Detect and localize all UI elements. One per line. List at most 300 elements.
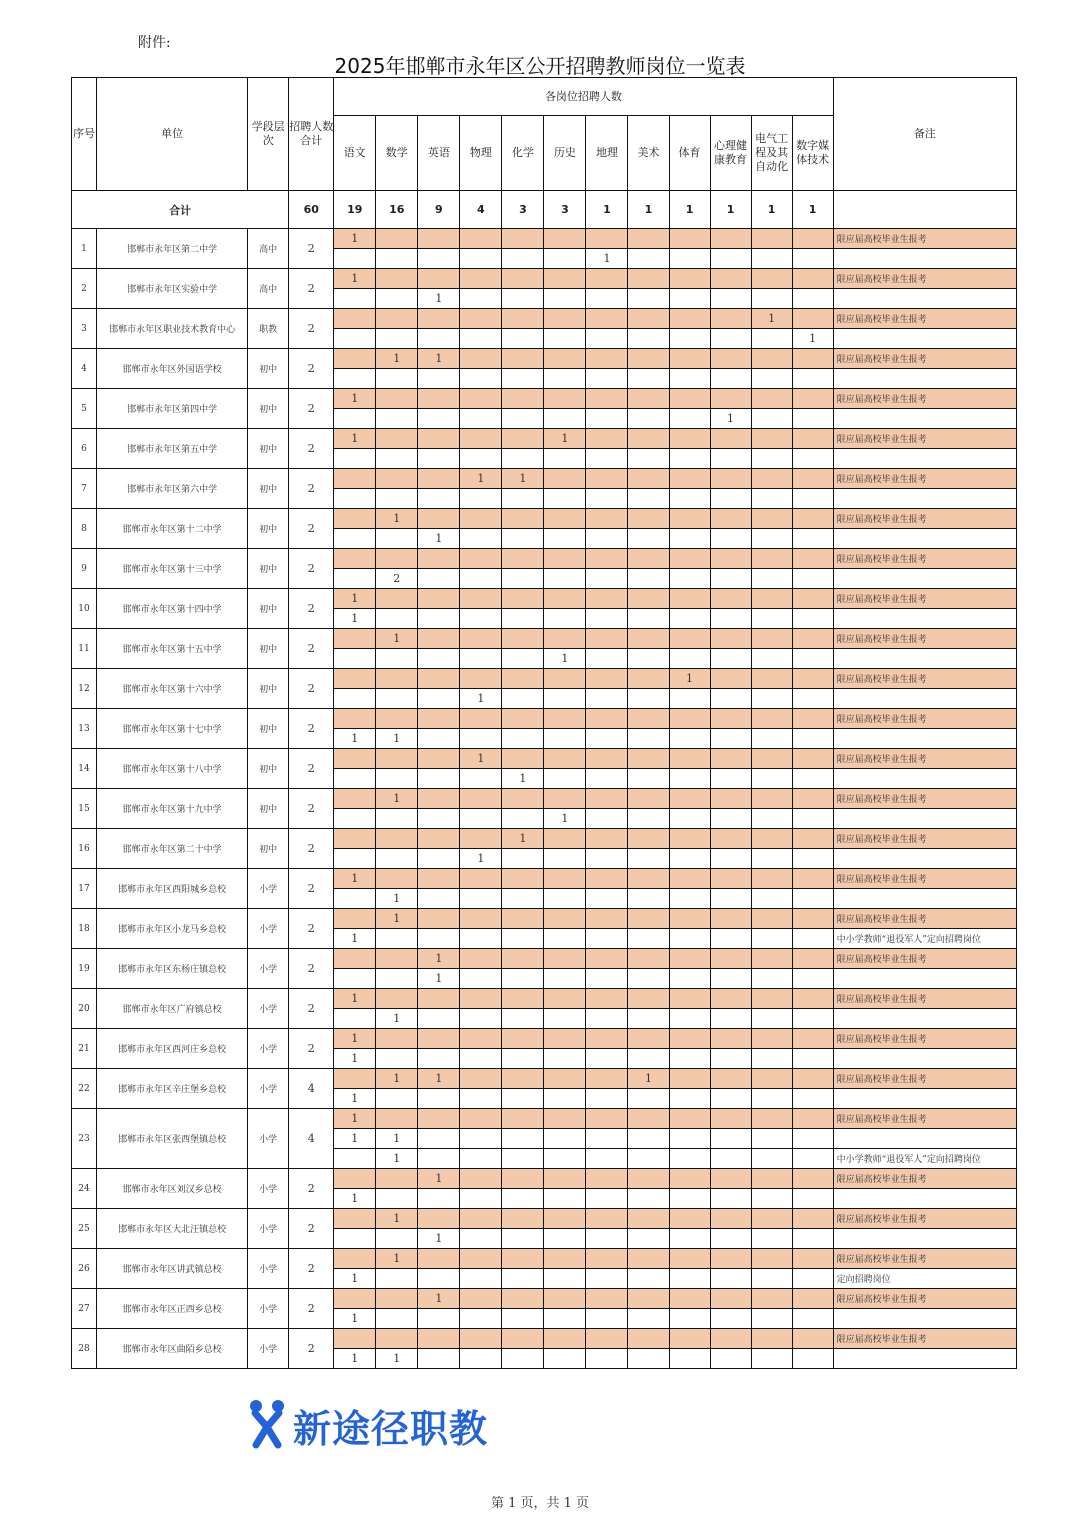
subject-count-cell <box>586 229 628 249</box>
subject-count-cell <box>586 829 628 849</box>
subject-count-cell <box>628 1209 669 1229</box>
subject-count-cell <box>710 1109 751 1129</box>
subject-count-cell <box>334 969 376 989</box>
subject-count-cell <box>586 609 628 629</box>
subject-count-cell <box>586 1289 628 1309</box>
row-level: 高中 <box>248 229 289 269</box>
subject-count-cell <box>586 1189 628 1209</box>
subject-count-cell <box>460 1349 502 1369</box>
subject-count-cell <box>418 249 460 269</box>
subject-count-cell <box>418 869 460 889</box>
subject-count-cell: 1 <box>334 389 376 409</box>
subject-count-cell <box>792 629 833 649</box>
subject-count-cell <box>669 869 710 889</box>
subject-count-cell <box>792 989 833 1009</box>
subject-count-cell <box>751 689 792 709</box>
subject-count-cell <box>586 389 628 409</box>
subject-count-cell <box>751 989 792 1009</box>
subject-count-cell <box>751 529 792 549</box>
subject-count-cell <box>669 389 710 409</box>
subject-count-cell <box>334 1209 376 1229</box>
subject-count-cell <box>460 489 502 509</box>
header-subject: 数学 <box>376 116 418 191</box>
row-level: 小学 <box>248 1249 289 1289</box>
subject-count-cell <box>751 329 792 349</box>
subject-count-cell <box>460 729 502 749</box>
subject-count-cell <box>751 1289 792 1309</box>
row-unit: 邯郸市永年区第十四中学 <box>97 589 248 629</box>
subject-count-cell <box>669 749 710 769</box>
subject-count-cell <box>586 989 628 1009</box>
subject-count-cell <box>586 1349 628 1369</box>
subject-count-cell <box>544 869 586 889</box>
subject-count-cell <box>544 409 586 429</box>
subject-count-cell <box>460 809 502 829</box>
subject-count-cell <box>376 249 418 269</box>
subject-count-cell <box>669 1189 710 1209</box>
row-remark <box>833 1049 1016 1069</box>
subject-count-cell <box>460 889 502 909</box>
subject-count-cell: 1 <box>460 689 502 709</box>
subject-count-cell: 1 <box>334 429 376 449</box>
subject-count-cell <box>792 1009 833 1029</box>
subject-count-cell <box>628 1049 669 1069</box>
subject-count-cell <box>502 1049 544 1069</box>
subject-count-cell <box>669 969 710 989</box>
table-row <box>72 909 1017 929</box>
subject-count-cell <box>792 229 833 249</box>
row-level: 初中 <box>248 589 289 629</box>
subject-count-cell <box>544 349 586 369</box>
subject-count-cell <box>418 1009 460 1029</box>
subject-count-cell <box>628 389 669 409</box>
subject-count-cell <box>628 669 669 689</box>
table-row <box>72 1329 1017 1349</box>
subject-count-cell: 1 <box>418 969 460 989</box>
subject-count-cell <box>751 1129 792 1149</box>
subject-count-cell: 1 <box>376 1129 418 1149</box>
subject-count-cell <box>544 789 586 809</box>
header-remark: 备注 <box>833 78 1016 191</box>
subject-count-cell <box>334 1169 376 1189</box>
subject-count-cell <box>544 969 586 989</box>
row-level: 小学 <box>248 989 289 1029</box>
subject-count-cell: 1 <box>334 1309 376 1329</box>
subject-count-cell <box>792 1309 833 1329</box>
subject-count-cell <box>544 849 586 869</box>
subject-count-cell <box>460 1229 502 1249</box>
attachment-label: 附件: <box>138 35 171 51</box>
subject-count-cell <box>669 369 710 389</box>
subject-count-cell <box>792 1169 833 1189</box>
subject-count-cell <box>669 289 710 309</box>
subject-count-cell <box>710 1169 751 1189</box>
subject-count-cell <box>502 1309 544 1329</box>
subject-count-cell <box>628 809 669 829</box>
subject-count-cell <box>792 1189 833 1209</box>
row-level: 初中 <box>248 709 289 749</box>
subject-count-cell <box>334 549 376 569</box>
subject-count-cell <box>334 909 376 929</box>
subject-count-cell <box>460 329 502 349</box>
row-total: 2 <box>289 1169 334 1209</box>
row-remark <box>833 1089 1016 1109</box>
subject-count-cell <box>460 989 502 1009</box>
subject-count-cell <box>628 329 669 349</box>
row-unit: 邯郸市永年区职业技术教育中心 <box>97 309 248 349</box>
subject-count-cell <box>628 249 669 269</box>
subject-count-cell <box>669 809 710 829</box>
row-remark: 限应届高校毕业生报考 <box>833 1069 1016 1089</box>
subject-count-cell: 1 <box>334 1269 376 1289</box>
subject-count-cell <box>502 1289 544 1309</box>
subject-count-cell <box>669 829 710 849</box>
row-remark: 限应届高校毕业生报考 <box>833 789 1016 809</box>
subject-count-cell <box>751 949 792 969</box>
subject-count-cell: 1 <box>376 1009 418 1029</box>
subject-count-cell <box>334 409 376 429</box>
subject-count-cell <box>418 909 460 929</box>
subject-count-cell <box>334 1069 376 1089</box>
subject-count-cell <box>334 1289 376 1309</box>
subject-count-cell <box>751 1249 792 1269</box>
subject-count-cell <box>502 249 544 269</box>
subject-count-cell <box>502 549 544 569</box>
subject-count-cell <box>376 969 418 989</box>
subject-count-cell <box>710 649 751 669</box>
subject-count-cell <box>418 929 460 949</box>
subject-count-cell <box>502 429 544 449</box>
subject-count-cell <box>376 869 418 889</box>
row-no: 12 <box>72 669 97 709</box>
row-remark: 限应届高校毕业生报考 <box>833 749 1016 769</box>
row-unit: 邯郸市永年区张西堡镇总校 <box>97 1109 248 1169</box>
subject-count-cell <box>751 1109 792 1129</box>
subject-count-cell <box>669 1289 710 1309</box>
table-row <box>72 429 1017 449</box>
subject-count-cell <box>460 1189 502 1209</box>
subject-count-cell <box>669 649 710 669</box>
subject-count-cell: 1 <box>586 249 628 269</box>
subject-count-cell <box>460 309 502 329</box>
subject-count-cell <box>628 789 669 809</box>
subject-count-cell <box>544 529 586 549</box>
row-remark <box>833 729 1016 749</box>
subject-count-cell <box>586 1089 628 1109</box>
subject-count-cell <box>586 349 628 369</box>
row-remark <box>833 1229 1016 1249</box>
row-level: 初中 <box>248 509 289 549</box>
subject-count-cell <box>502 1349 544 1369</box>
subject-count-cell <box>376 449 418 469</box>
row-total: 2 <box>289 749 334 789</box>
row-level: 职教 <box>248 309 289 349</box>
subject-count-cell <box>460 1129 502 1149</box>
subject-count-cell <box>502 1089 544 1109</box>
subject-count-cell <box>376 1109 418 1129</box>
subject-count-cell <box>710 1029 751 1049</box>
subject-count-cell <box>669 1029 710 1049</box>
subject-count-cell <box>669 929 710 949</box>
subject-count-cell <box>628 1249 669 1269</box>
subject-count-cell <box>502 369 544 389</box>
table-row <box>72 589 1017 609</box>
subject-count-cell <box>418 629 460 649</box>
subject-count-cell <box>751 1209 792 1229</box>
subject-count-cell: 1 <box>418 1229 460 1249</box>
row-remark: 中小学教师“退役军人”定向招聘岗位 <box>833 929 1016 949</box>
subject-count-cell <box>669 629 710 649</box>
subject-count-cell <box>544 1149 586 1169</box>
subject-count-cell <box>502 509 544 529</box>
row-remark: 限应届高校毕业生报考 <box>833 309 1016 329</box>
row-remark: 中小学教师“退役军人”定向招聘岗位 <box>833 1149 1016 1169</box>
subject-count-cell <box>628 1129 669 1149</box>
subject-count-cell <box>460 1309 502 1329</box>
subject-count-cell <box>502 289 544 309</box>
subject-count-cell <box>544 769 586 789</box>
subject-count-cell <box>502 269 544 289</box>
subject-count-cell <box>628 469 669 489</box>
row-unit: 邯郸市永年区刘汉乡总校 <box>97 1169 248 1209</box>
subject-count-cell <box>710 629 751 649</box>
subject-count-cell: 1 <box>460 849 502 869</box>
subject-count-cell <box>792 909 833 929</box>
subject-count-cell <box>502 889 544 909</box>
subject-count-cell <box>502 749 544 769</box>
header-subject: 心理健康教育 <box>710 116 751 191</box>
subject-count-cell <box>792 949 833 969</box>
row-unit: 邯郸市永年区第十八中学 <box>97 749 248 789</box>
subject-count-cell <box>792 609 833 629</box>
subject-count-cell <box>751 1229 792 1249</box>
row-remark <box>833 649 1016 669</box>
subject-count-cell <box>751 489 792 509</box>
row-level: 小学 <box>248 949 289 989</box>
subject-count-cell <box>544 549 586 569</box>
subject-count-cell <box>586 629 628 649</box>
row-level: 小学 <box>248 1069 289 1109</box>
subject-count-cell: 1 <box>376 909 418 929</box>
subject-count-cell <box>792 349 833 369</box>
subject-count-cell <box>376 229 418 249</box>
subject-count-cell <box>460 769 502 789</box>
subject-count-cell <box>376 469 418 489</box>
row-total: 4 <box>289 1109 334 1169</box>
subject-count-cell <box>418 449 460 469</box>
subject-count-cell <box>334 1329 376 1349</box>
subject-count-cell <box>418 309 460 329</box>
subject-count-cell <box>418 809 460 829</box>
subject-count-cell <box>710 1189 751 1209</box>
subject-count-cell <box>669 769 710 789</box>
subject-count-cell <box>544 309 586 329</box>
subject-count-cell <box>460 869 502 889</box>
table-row <box>72 709 1017 729</box>
subject-count-cell <box>586 669 628 689</box>
subject-count-cell <box>792 249 833 269</box>
row-remark <box>833 489 1016 509</box>
subject-count-cell <box>460 569 502 589</box>
row-unit: 邯郸市永年区西阳城乡总校 <box>97 869 248 909</box>
subject-count-cell <box>334 1249 376 1269</box>
subject-count-cell <box>418 569 460 589</box>
subject-count-cell <box>502 349 544 369</box>
subject-count-cell: 1 <box>418 529 460 549</box>
row-no: 5 <box>72 389 97 429</box>
subject-count-cell <box>586 1309 628 1329</box>
subject-count-cell <box>710 569 751 589</box>
subject-count-cell <box>710 809 751 829</box>
subject-count-cell <box>669 1089 710 1109</box>
row-remark <box>833 329 1016 349</box>
subject-count-cell: 1 <box>334 929 376 949</box>
subject-count-cell <box>751 1269 792 1289</box>
subject-count-cell <box>751 1149 792 1169</box>
subject-count-cell <box>586 1009 628 1029</box>
subject-count-cell <box>376 649 418 669</box>
subject-count-cell <box>460 1049 502 1069</box>
subject-count-cell <box>586 509 628 529</box>
subject-count-cell: 1 <box>334 1029 376 1049</box>
subject-count-cell <box>544 1109 586 1129</box>
subject-count-cell <box>334 509 376 529</box>
subject-count-cell <box>376 829 418 849</box>
row-total: 2 <box>289 429 334 469</box>
subject-count-cell <box>710 1009 751 1029</box>
table-row <box>72 1289 1017 1309</box>
summary-subject-count: 16 <box>376 191 418 229</box>
subject-count-cell <box>586 929 628 949</box>
subject-count-cell <box>460 949 502 969</box>
subject-count-cell <box>502 629 544 649</box>
row-unit: 邯郸市永年区广府镇总校 <box>97 989 248 1029</box>
subject-count-cell <box>502 529 544 549</box>
subject-count-cell <box>544 729 586 749</box>
subject-count-cell <box>418 509 460 529</box>
row-total: 2 <box>289 669 334 709</box>
subject-count-cell <box>586 269 628 289</box>
subject-count-cell <box>792 849 833 869</box>
subject-count-cell <box>792 429 833 449</box>
row-total: 2 <box>289 949 334 989</box>
subject-count-cell <box>751 749 792 769</box>
subject-count-cell <box>751 1189 792 1209</box>
summary-subject-count: 1 <box>669 191 710 229</box>
subject-count-cell <box>669 789 710 809</box>
subject-count-cell <box>710 1049 751 1069</box>
subject-count-cell <box>628 1289 669 1309</box>
row-remark: 限应届高校毕业生报考 <box>833 629 1016 649</box>
subject-count-cell <box>628 569 669 589</box>
subject-count-cell <box>502 1169 544 1189</box>
subject-count-cell <box>502 949 544 969</box>
subject-count-cell <box>792 469 833 489</box>
row-remark: 定向招聘岗位 <box>833 1269 1016 1289</box>
subject-count-cell <box>628 1269 669 1289</box>
subject-count-cell <box>628 369 669 389</box>
row-remark <box>833 809 1016 829</box>
row-remark <box>833 849 1016 869</box>
subject-count-cell <box>460 529 502 549</box>
subject-count-cell: 1 <box>334 269 376 289</box>
subject-count-cell <box>586 1249 628 1269</box>
subject-count-cell <box>418 1089 460 1109</box>
subject-count-cell <box>710 429 751 449</box>
table-row <box>72 1169 1017 1189</box>
header-total: 招聘人数合计 <box>289 78 334 191</box>
row-no: 13 <box>72 709 97 749</box>
subject-count-cell <box>751 789 792 809</box>
subject-count-cell <box>751 229 792 249</box>
subject-count-cell <box>460 429 502 449</box>
brand-logo-text: 新途径职教 <box>293 1406 489 1451</box>
subject-count-cell <box>376 309 418 329</box>
subject-count-cell <box>628 1089 669 1109</box>
subject-count-cell: 1 <box>376 1069 418 1089</box>
row-unit: 邯郸市永年区第十七中学 <box>97 709 248 749</box>
row-total: 2 <box>289 229 334 269</box>
table-row <box>72 469 1017 489</box>
subject-count-cell <box>710 489 751 509</box>
subject-count-cell <box>792 569 833 589</box>
subject-count-cell <box>418 489 460 509</box>
row-no: 25 <box>72 1209 97 1249</box>
subject-count-cell <box>586 529 628 549</box>
subject-count-cell <box>669 429 710 449</box>
subject-count-cell <box>792 829 833 849</box>
row-remark: 限应届高校毕业生报考 <box>833 549 1016 569</box>
subject-count-cell <box>544 949 586 969</box>
subject-count-cell <box>710 669 751 689</box>
subject-count-cell <box>586 1169 628 1189</box>
subject-count-cell <box>751 429 792 449</box>
summary-subject-count: 1 <box>586 191 628 229</box>
subject-count-cell <box>544 1129 586 1149</box>
subject-count-cell: 1 <box>460 469 502 489</box>
subject-count-cell <box>586 749 628 769</box>
subject-count-cell <box>710 349 751 369</box>
subject-count-cell <box>669 329 710 349</box>
summary-subject-count: 3 <box>544 191 586 229</box>
subject-count-cell <box>502 489 544 509</box>
subject-count-cell <box>502 389 544 409</box>
subject-count-cell <box>460 709 502 729</box>
subject-count-cell <box>710 469 751 489</box>
subject-count-cell <box>586 1229 628 1249</box>
subject-count-cell: 1 <box>334 1349 376 1369</box>
subject-count-cell: 1 <box>502 769 544 789</box>
subject-count-cell <box>502 1009 544 1029</box>
subject-count-cell <box>418 1049 460 1069</box>
row-unit: 邯郸市永年区讲武镇总校 <box>97 1249 248 1289</box>
subject-count-cell <box>586 649 628 669</box>
subject-count-cell <box>502 329 544 349</box>
subject-count-cell <box>334 629 376 649</box>
subject-count-cell <box>669 849 710 869</box>
subject-count-cell <box>376 269 418 289</box>
header-subject: 历史 <box>544 116 586 191</box>
subject-count-cell <box>751 349 792 369</box>
subject-count-cell <box>418 429 460 449</box>
row-total: 2 <box>289 389 334 429</box>
subject-count-cell <box>418 329 460 349</box>
subject-count-cell <box>334 669 376 689</box>
subject-count-cell <box>502 229 544 249</box>
subject-count-cell <box>586 809 628 829</box>
subject-count-cell <box>502 609 544 629</box>
subject-count-cell <box>751 509 792 529</box>
